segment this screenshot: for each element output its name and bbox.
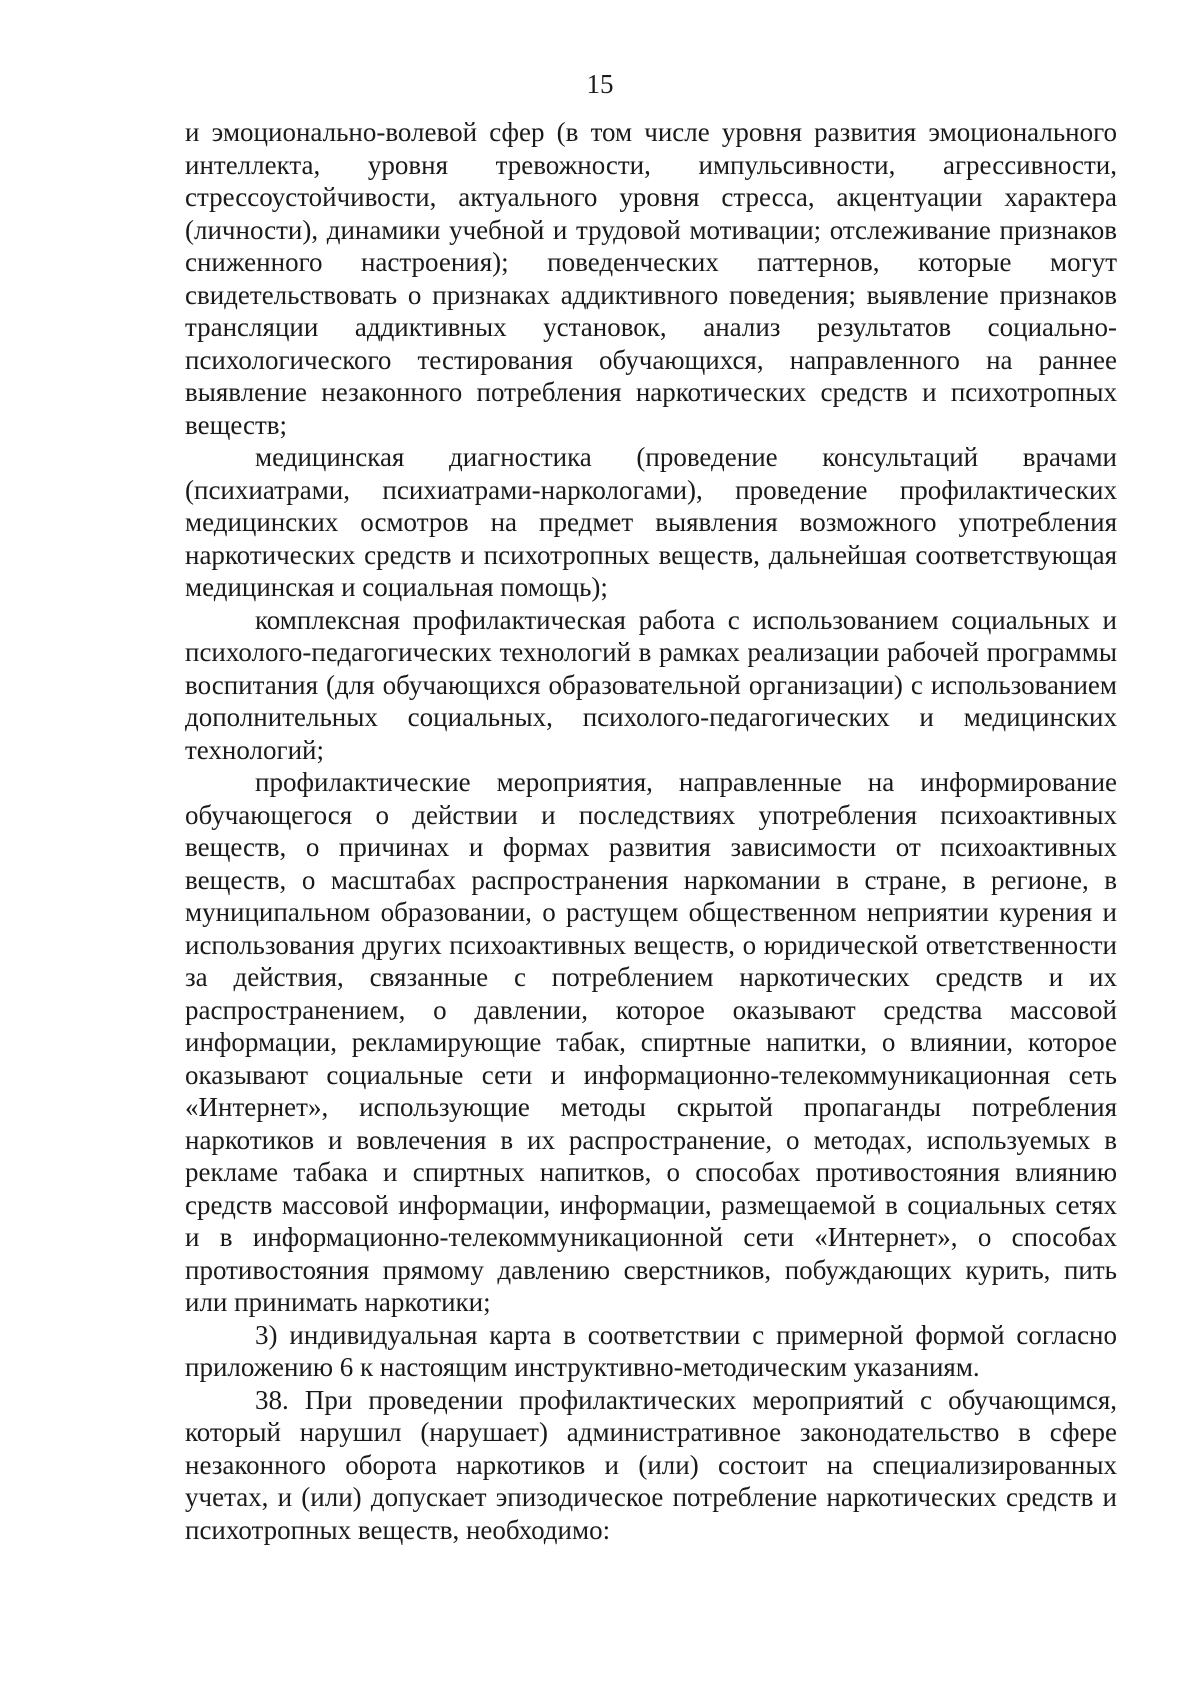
page-number: 15 <box>586 69 614 99</box>
paragraph: 38. При проведении профилактических мероприятий с обучающимся, который нарушил (нарушает) административное законодательство в сфере незаконного оборота наркотиков и (или) состоит на специализированных учетах, и (или) допускает эпизодическое потребление наркотических средств и психотропных веществ, необходимо: <box>185 1384 1117 1545</box>
paragraph: медицинская диагностика (проведение консультаций врачами (психиатрами, психиатрами-наркологами), проведение профилактических медицинских осмотров на предмет выявления возможного употребления наркотических средств и психотропных веществ, дальнейшая соответствующая медицинская и социальная помощь); <box>185 442 1117 602</box>
paragraph: профилактические мероприятия, направленные на информирование обучающегося о действии и последствиях употребления психоактивных веществ, о причинах и формах развития зависимости от психоактивных веществ, о масштабах распространения наркомании в стране, в регионе, в муниципальном образовании, о растущем общественном неприятии курения и использования других психоактивных веществ, о юридической ответственности за действия, связанные с потреблением наркотических средств и их распространением, о давлении, которое оказывают средства массовой информации, рекламирующие табак, спиртные напитки, о влиянии, которое оказывают социальные сети и информационно-телекоммуникационная сеть «Интернет», использующие методы скрытой пропаганды потребления наркотиков и вовлечения в их распространение, о методах, используемых в рекламе табака и спиртных напитков, о способах противостояния влиянию средств массовой информации, информации, размещаемой в социальных сетях и в информационно-телекоммуникационной сети «Интернет», о способах противостояния прямому давлению сверстников, побуждающих курить, пить или принимать наркотики; <box>185 767 1117 1317</box>
paragraph: 3) индивидуальная карта в соответствии с примерной формой согласно приложению 6 к настоящим инструктивно-методическим указаниям. <box>185 1319 1117 1382</box>
paragraph: и эмоционально-волевой сфер (в том числе уровня развития эмоционального интеллекта, уровня тревожности, импульсивности, агрессивности, стрессоустойчивости, актуального уровня стресса, акцентуации характера (личности), динамики учебной и трудовой мотивации; отслеживание признаков сниженного настроения); поведенческих паттернов, которые могут свидетельствовать о признаках аддиктивного поведения; выявление признаков трансляции аддиктивных установок, анализ результатов социально-психологического тестирования обучающихся, направленного на раннее выявление незаконного потребления наркотических средств и психотропных веществ; <box>185 117 1117 440</box>
document-body <box>185 116 1117 1546</box>
paragraph: комплексная профилактическая работа с использованием социальных и психолого-педагогических технологий в рамках реализации рабочей программы воспитания (для обучающихся образовательной организации) с использованием дополнительных социальных, психолого-педагогических и медицинских технологий; <box>185 604 1117 765</box>
